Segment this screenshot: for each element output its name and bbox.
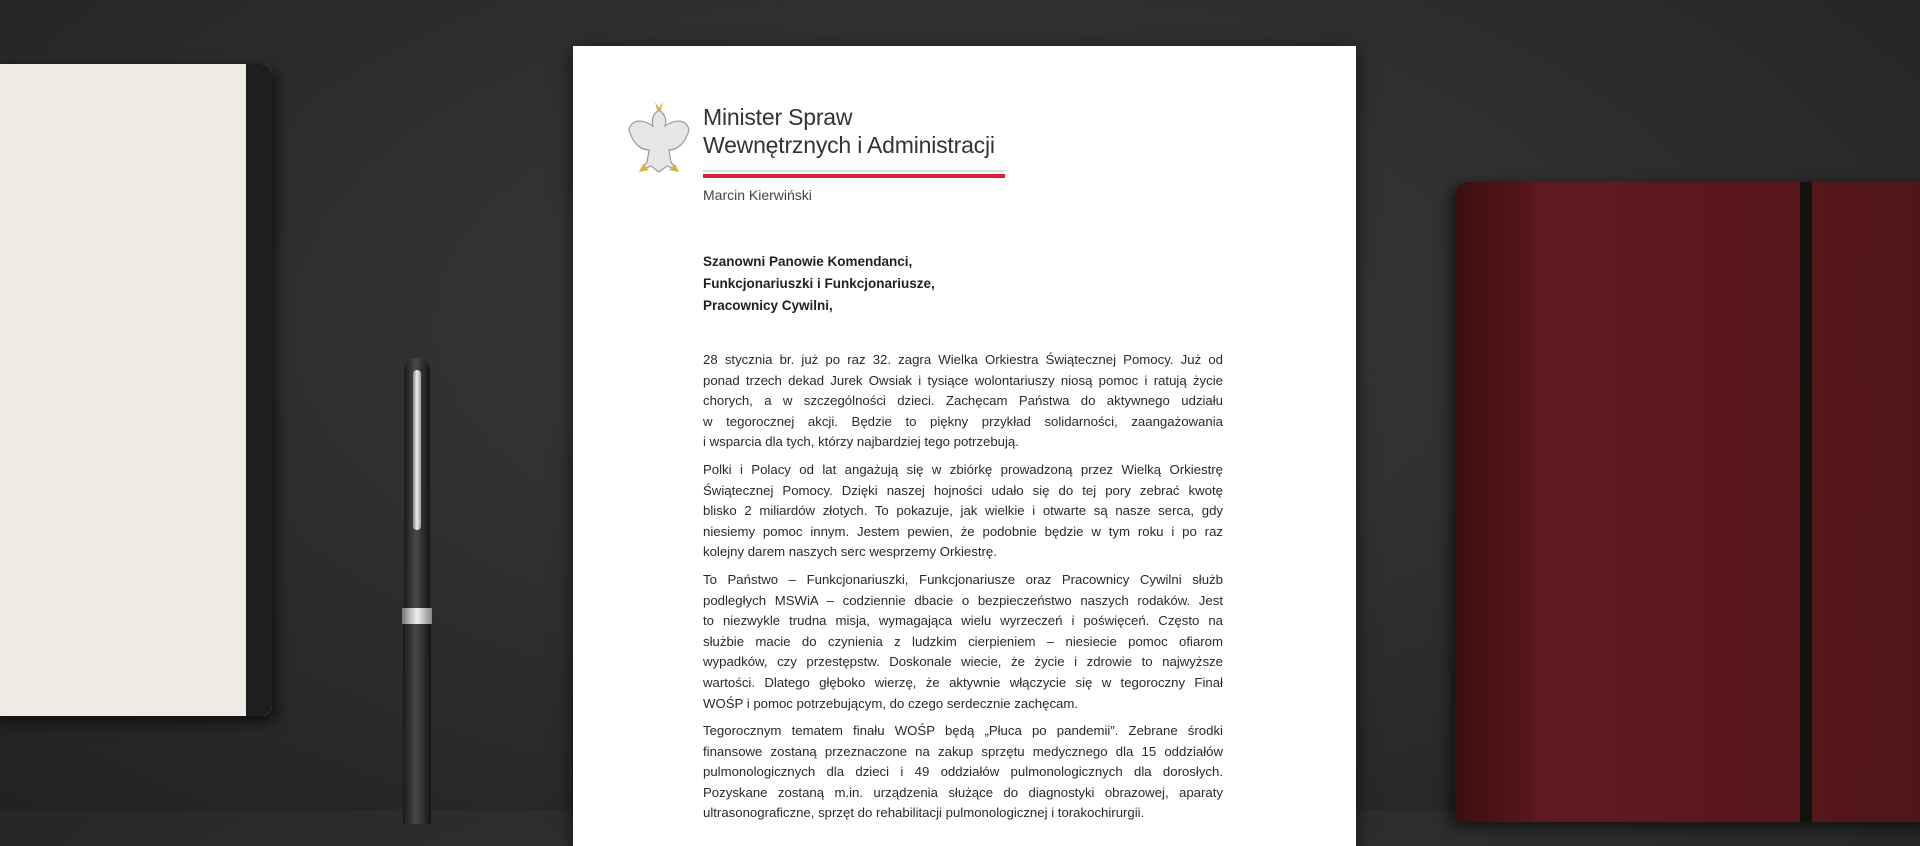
paragraph-line: Świątecznej Pomocy. Dzięki naszej hojności udało się do tej pory zebrać kwotę bbox=[703, 482, 1223, 498]
paragraph-line: niesiemy pomoc innym. Jestem pewien, że podobnie będzie w tym roku i po raz bbox=[703, 523, 1223, 539]
paragraph-line: wartości. Dlatego głęboko wierzę, że aktywnie włączycie się w tegoroczny Finał bbox=[703, 674, 1223, 690]
white-notebook bbox=[0, 64, 272, 716]
letter-paragraph bbox=[703, 721, 1223, 824]
paragraph-line: WOŚP i pomoc potrzebującym, do czego serdecznie zachęcam. bbox=[703, 695, 1079, 711]
ministry-title bbox=[703, 103, 995, 159]
paragraph-line: finansowe zostaną przeznaczone na zakup sprzętu medycznego dla 15 oddziałów bbox=[703, 743, 1223, 759]
ministry-title-line1: Minister Spraw bbox=[703, 104, 853, 130]
red-notebook bbox=[1455, 182, 1920, 822]
paragraph-line: wypadków, czy przestępstw. Doskonale wiecie, że życie i zdrowie to najwyższe bbox=[703, 654, 1223, 670]
letter-page bbox=[573, 46, 1356, 846]
red-notebook-spine bbox=[1455, 182, 1535, 822]
salutation bbox=[703, 251, 935, 317]
signer-name: Marcin Kierwiński bbox=[703, 187, 812, 203]
paragraph-line: blisko 2 miliardów złotych. To pokazuje, jak wielkie i otwarte są nasze serca, gdy bbox=[703, 503, 1223, 519]
red-notebook-elastic bbox=[1800, 182, 1812, 822]
letterhead-grey-rule bbox=[703, 170, 1005, 172]
pen-ring bbox=[402, 608, 432, 624]
letter-body bbox=[703, 350, 1223, 831]
polish-eagle-emblem-icon bbox=[627, 100, 691, 176]
salutation-line: Szanowni Panowie Komendanci, bbox=[703, 254, 913, 269]
notebook-elastic-band bbox=[246, 64, 272, 716]
paragraph-line: kolejny darem naszych serc wesprzemy Orkiestrę. bbox=[703, 544, 997, 560]
paragraph-line: ponad trzech dekad Jurek Owsiak i tysiące wolontariuszy niosą pomoc i ratują życie bbox=[703, 372, 1223, 388]
paragraph-line: chorych, a w szczególności dzieci. Zachęcam Państwa do aktywnego udziału bbox=[703, 393, 1223, 409]
ministry-title-line2: Wewnętrznych i Administracji bbox=[703, 132, 995, 158]
paragraph-line: służbie macie do czynienia z ludzkim cierpieniem – niesiecie pomoc ofiarom bbox=[703, 633, 1223, 649]
paragraph-line: pulmonologicznych dla dzieci i 49 oddziałów pulmonologicznych dla dorosłych. bbox=[703, 764, 1223, 780]
pen-body bbox=[403, 624, 431, 824]
salutation-line: Funkcjonariuszki i Funkcjonariusze, bbox=[703, 276, 935, 291]
paragraph-line: To Państwo – Funkcjonariuszki, Funkcjonariusze oraz Pracownicy Cywilni służb bbox=[703, 571, 1223, 587]
paragraph-line: i wsparcia dla tych, którzy najbardziej tego potrzebują. bbox=[703, 434, 1019, 450]
paragraph-line: Polki i Polacy od lat angażują się w zbiórkę prowadzoną przez Wielką Orkiestrę bbox=[703, 461, 1223, 477]
paragraph-line: 28 stycznia br. już po raz 32. zagra Wielka Orkiestra Świątecznej Pomocy. Już od bbox=[703, 352, 1223, 367]
fountain-pen bbox=[400, 358, 434, 818]
paragraph-line: w tegorocznej akcji. Będzie to piękny przykład solidarności, zaangażowania bbox=[703, 413, 1223, 429]
letter-paragraph bbox=[703, 570, 1223, 714]
salutation-line: Pracownicy Cywilni, bbox=[703, 298, 833, 313]
paragraph-line: Tegorocznym tematem finału WOŚP będą „Płuca po pandemii”. Zebrane środki bbox=[703, 723, 1223, 739]
paragraph-line: Pozyskane zostaną m.in. urządzenia służące do diagnostyki obrazowej, aparaty bbox=[703, 784, 1223, 800]
paragraph-line: podległych MSWiA – codziennie dbacie o bezpieczeństwo naszych rodaków. Jest bbox=[703, 592, 1223, 608]
pen-clip bbox=[413, 370, 421, 530]
paragraph-line: to niezwykle trudna misja, wymagająca wielu wyrzeczeń i poświęceń. Często na bbox=[703, 613, 1223, 629]
letterhead-red-rule bbox=[703, 174, 1005, 178]
letter-paragraph bbox=[703, 460, 1223, 563]
paragraph-line: ultrasonograficzne, sprzęt do rehabilitacji pulmonologicznej i torakochirurgii. bbox=[703, 805, 1145, 821]
letter-paragraph bbox=[703, 350, 1223, 453]
